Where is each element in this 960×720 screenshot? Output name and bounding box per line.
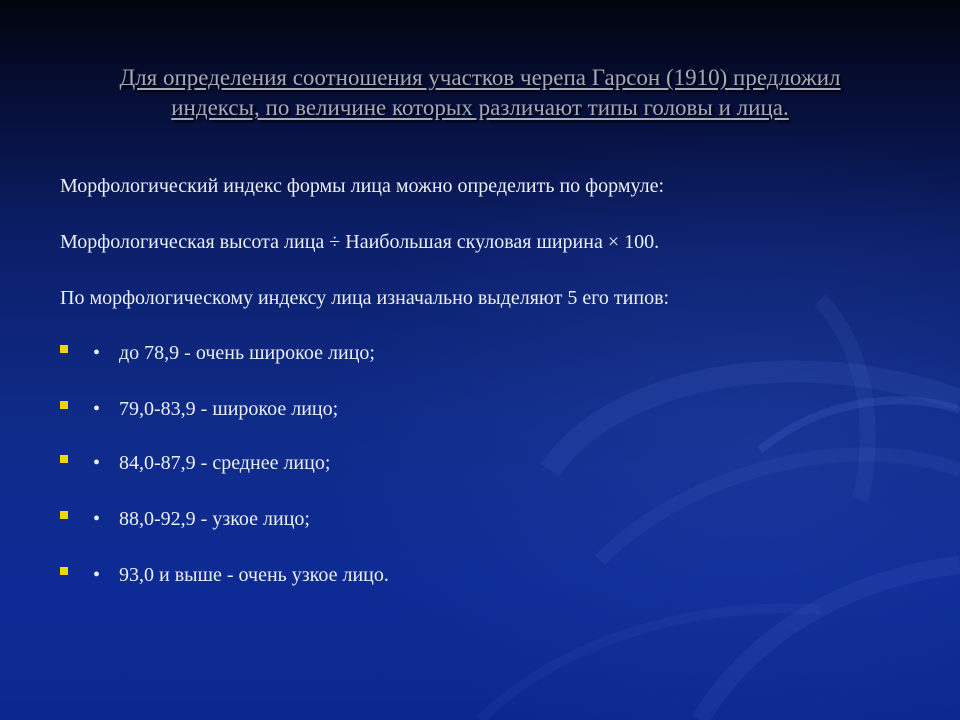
dot-bullet-icon: • <box>93 508 101 530</box>
square-bullet-icon <box>60 511 68 519</box>
square-bullet-icon <box>60 455 68 463</box>
list-item-text: 93,0 и выше - очень узкое лицо. <box>119 564 389 586</box>
title-line-2: индексы, по величине которых различают типы головы и лица. <box>171 95 789 120</box>
formula-paragraph: Морфологическая высота лица ÷ Наибольшая скуловая ширина × 100. <box>60 231 660 253</box>
dot-bullet-icon: • <box>93 342 101 364</box>
square-bullet-icon <box>60 401 68 409</box>
list-item-text: 84,0-87,9 - среднее лицо; <box>119 452 331 474</box>
dot-bullet-icon: • <box>93 564 101 586</box>
intro-paragraph: Морфологический индекс формы лица можно определить по формуле: <box>60 175 665 197</box>
dot-bullet-icon: • <box>93 398 101 420</box>
list-item-text: 79,0-83,9 - широкое лицо; <box>119 398 339 420</box>
list-item-text: до 78,9 - очень широкое лицо; <box>119 342 375 364</box>
list-item <box>60 340 760 366</box>
list-item <box>60 506 760 532</box>
list-item <box>60 562 760 588</box>
types-paragraph: По морфологическому индексу лица изначально выделяют 5 его типов: <box>60 287 670 309</box>
list-item-text: 88,0-92,9 - узкое лицо; <box>119 508 310 530</box>
square-bullet-icon <box>60 567 68 575</box>
dot-bullet-icon: • <box>93 452 101 474</box>
list-item <box>60 450 760 476</box>
slide-title <box>0 63 960 123</box>
list-item <box>60 396 760 422</box>
square-bullet-icon <box>60 345 68 353</box>
title-line-1: Для определения соотношения участков черепа Гарсон (1910) предложил <box>119 65 841 90</box>
